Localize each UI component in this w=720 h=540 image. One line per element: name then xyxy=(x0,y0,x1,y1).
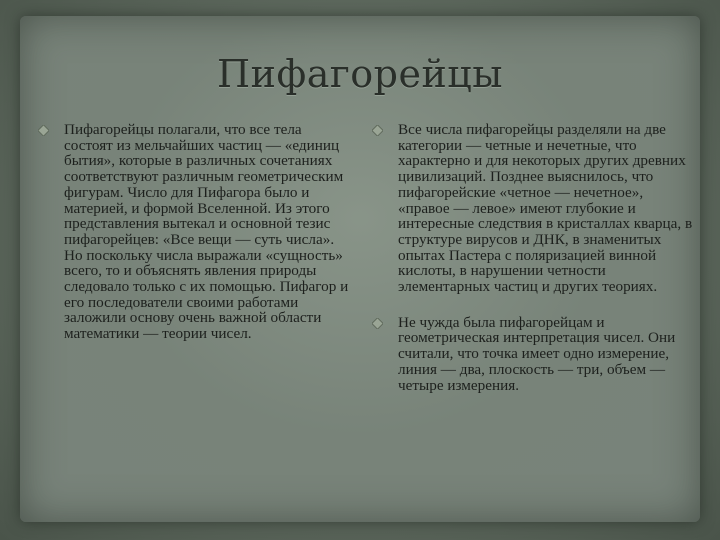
bullet-text: Все числа пифагорейцы разделяли на две категории — четные и нечетные, что характерно и для некоторых других древних цивилизаций. Позднее выяснилось, что пифагорейские «четное — нечетное», «правое — левое» имеют глубокие и интересные следствия в кристаллах кварца, в структуре вирусов и ДНК, в знаменитых опытах Пастера с поляризацией винной кислоты, в нарушении четности элементарных частиц и других теориях. xyxy=(398,121,693,296)
bullet-diamond-icon xyxy=(38,125,49,136)
slide-title: Пифагорейцы xyxy=(217,52,503,96)
bullet-item xyxy=(372,315,694,394)
bullet-diamond-icon xyxy=(372,125,383,136)
bullet-item xyxy=(372,122,694,295)
right-column xyxy=(372,122,694,413)
bullet-text: Пифагорейцы полагали, что все тела состоят из мельчайших частиц — «единиц бытия», которые в различных сочетаниях соответствуют различным геометрическим фигурам. Число для Пифагора было и материей, и формой Вселенной. Из этого представления вытекал и основной тезис пифагорейцев: «Все вещи — суть числа». Но поскольку числа выражали «сущность» всего, то и объяснять явления природы следовало только с их помощью. Пифагор и его последователи своими работами заложили основу очень важной области математики — теории чисел. xyxy=(64,121,349,343)
bullet-diamond-icon xyxy=(372,318,383,329)
bullet-text: Не чужда была пифагорейцам и геометрическая интерпретация чисел. Они считали, что точка имеет одно измерение, линия — два, плоскость — три, объем — четыре измерения. xyxy=(398,313,676,394)
bullet-item xyxy=(38,122,353,342)
left-column xyxy=(38,122,353,362)
